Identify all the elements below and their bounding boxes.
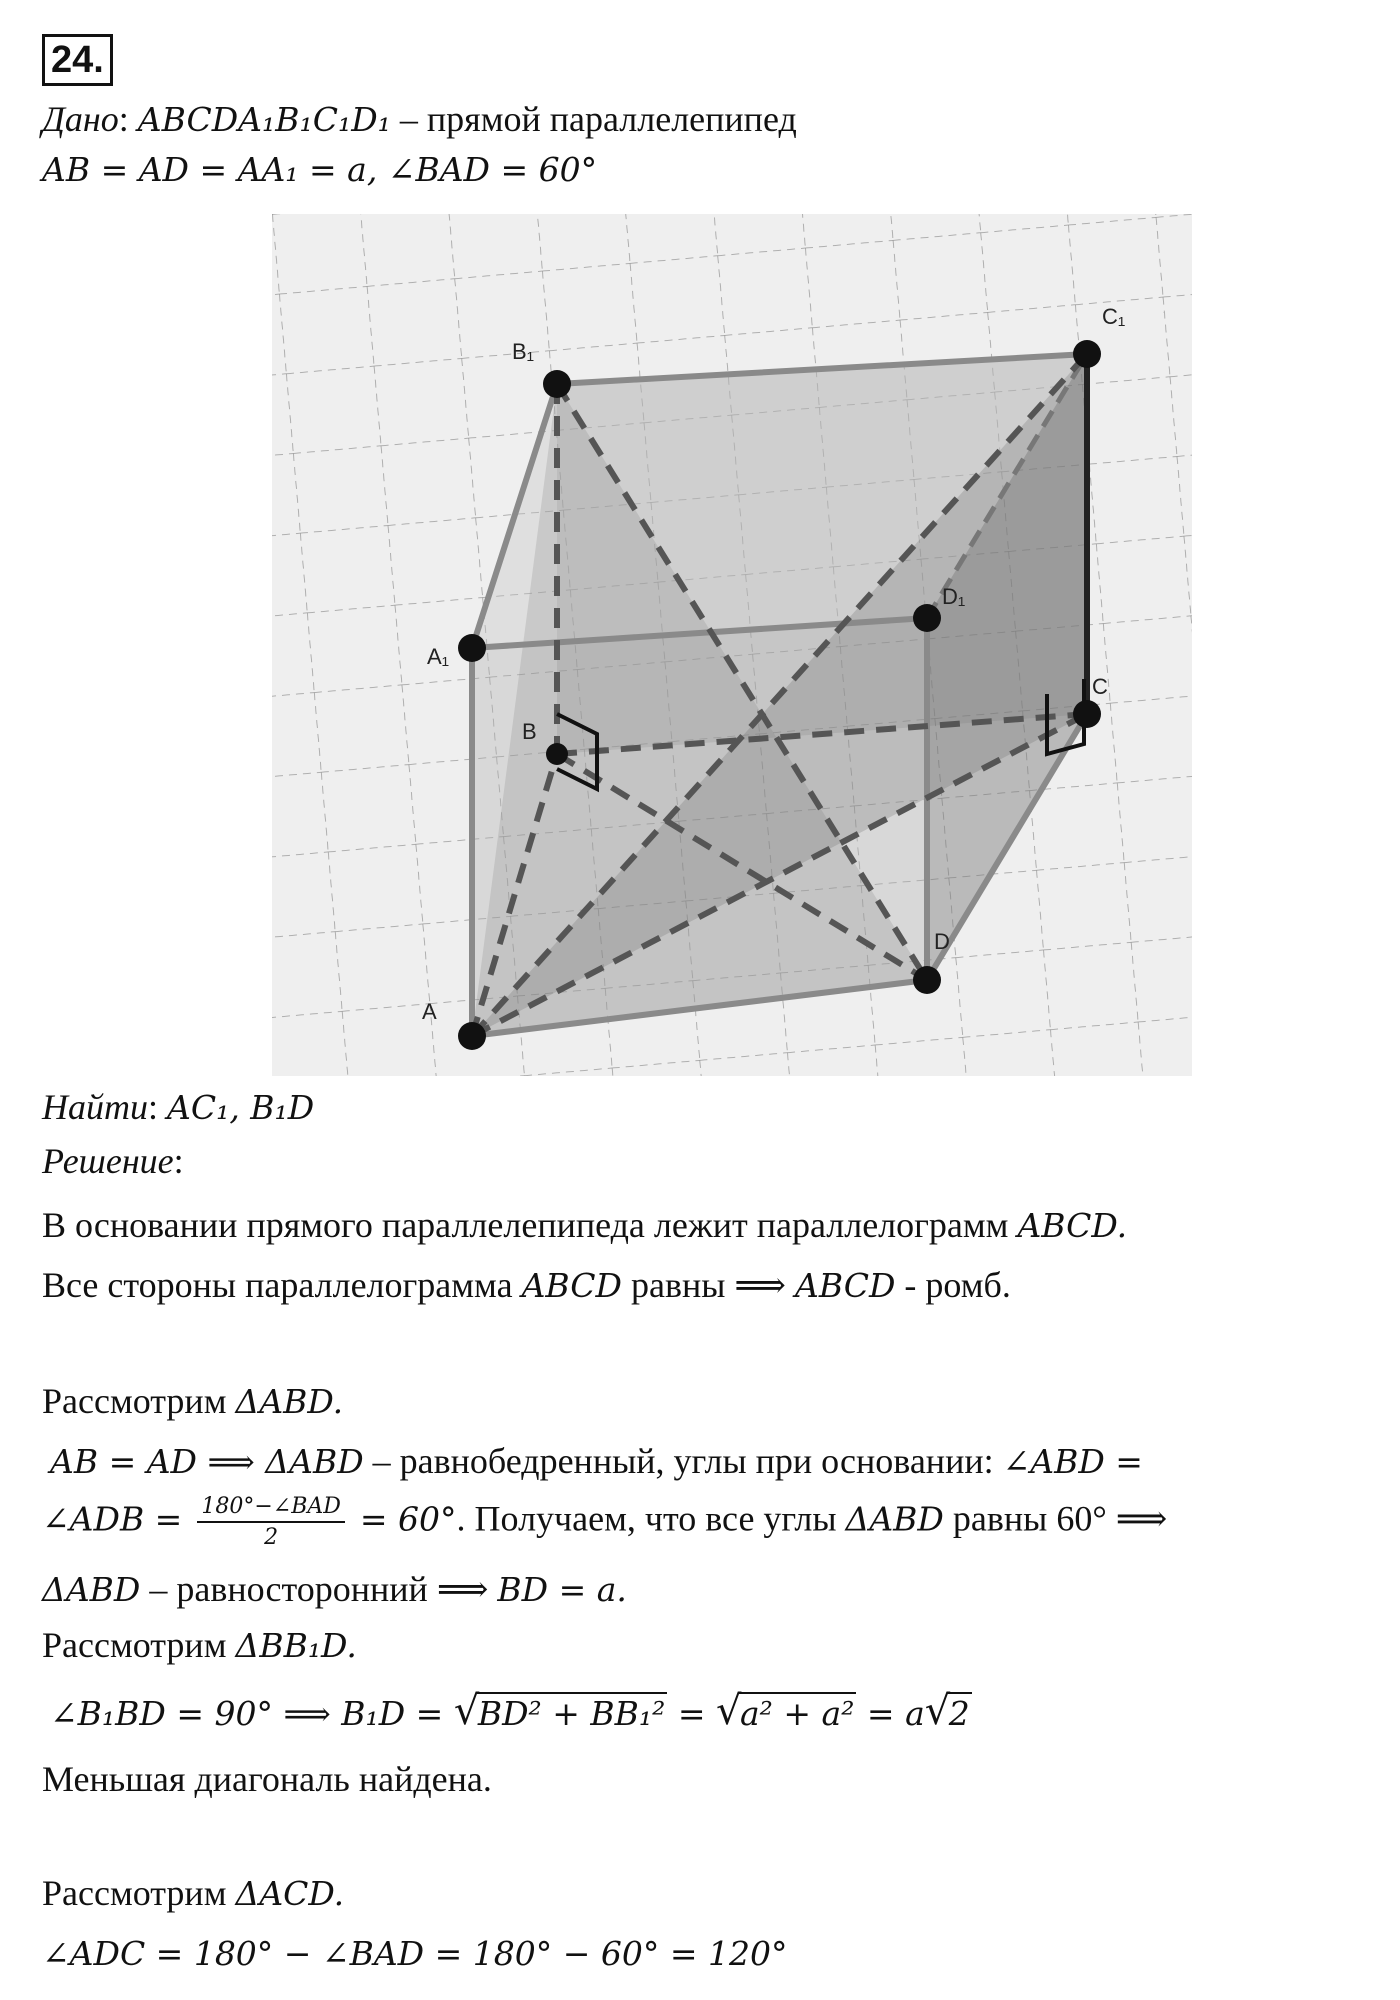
solution-line-4	[50, 1440, 1143, 1482]
solution-line-3	[42, 1380, 343, 1422]
solution-line-11	[42, 1932, 787, 1974]
line-2-text-2: равны ⟹	[621, 1265, 796, 1305]
sqrt-2-radicand: a² + a²	[740, 1694, 855, 1733]
line-2-math-2: ABCD	[795, 1266, 896, 1305]
line-6-math-2: BD = a.	[497, 1570, 627, 1609]
label-a: A	[422, 999, 437, 1024]
line-1-text: В основании прямого параллелепипеда лежит параллелограмм	[42, 1205, 1018, 1245]
line-3-math: ΔABD.	[235, 1382, 344, 1421]
line-5-math-3: ΔABD	[845, 1499, 944, 1539]
line-2-text: Все стороны параллелограмма	[42, 1265, 522, 1305]
vertex-a1	[458, 634, 486, 662]
sqrt-3: √ 2	[924, 1688, 970, 1734]
solution-line-2	[42, 1264, 1011, 1306]
line-11-math: ∠ADC = 180° − ∠BAD = 180° − 60° = 120°	[42, 1934, 788, 1973]
line-5-math-2: = 60°	[359, 1499, 457, 1539]
line-9-text: Меньшая диагональ найдена.	[42, 1759, 492, 1799]
vertex-d	[913, 966, 941, 994]
line-5-math-1: ∠ADB =	[42, 1499, 183, 1539]
label-d: D	[934, 929, 950, 954]
line-10-math: ΔACD.	[235, 1874, 345, 1913]
line-4-math-2: ∠ABD =	[1002, 1442, 1143, 1481]
label-c1: C₁	[1102, 304, 1126, 329]
given-label: Дано	[42, 99, 119, 139]
line-7-math: ΔBB₁D.	[235, 1626, 357, 1665]
line-10-text: Рассмотрим	[42, 1873, 236, 1913]
line-4-math-1: AB = AD ⟹ ΔABD	[50, 1442, 364, 1481]
fraction-denominator: 2	[264, 1525, 279, 1550]
find-line: Найти: AC₁, B₁D	[42, 1087, 315, 1127]
label-b: B	[522, 719, 537, 744]
line-5-text: . Получаем, что все углы	[456, 1498, 846, 1539]
line-4-text: – равнобедренный, углы при основании:	[363, 1441, 1003, 1481]
line-1-math: ABCD.	[1017, 1206, 1128, 1245]
sqrt-3-radicand: 2	[948, 1694, 970, 1733]
line-7-text: Рассмотрим	[42, 1625, 236, 1665]
line-8-eq-2: = a	[856, 1694, 925, 1733]
solution-line-1	[42, 1204, 1127, 1246]
given-conditions	[42, 148, 597, 190]
given-object: ABCDA₁B₁C₁D₁	[137, 100, 391, 139]
parallelepiped-figure	[272, 214, 1192, 1076]
label-c: C	[1092, 674, 1108, 699]
line-3-text: Рассмотрим	[42, 1381, 236, 1421]
given-conditions-math: AB = AD = AA₁ = a, ∠BAD = 60°	[42, 150, 598, 189]
solution-line-5	[42, 1494, 1167, 1550]
sqrt-1-radicand: BD² + BB₁²	[477, 1694, 666, 1733]
sqrt-1: √ BD² + BB₁²	[453, 1688, 666, 1734]
line-2-math-1: ABCD	[521, 1266, 622, 1305]
solution-line-10	[42, 1872, 344, 1914]
solution-line-7	[42, 1624, 357, 1666]
vertex-d1	[913, 604, 941, 632]
vertex-a	[458, 1022, 486, 1050]
vertex-b1	[543, 370, 571, 398]
given-line: Дано: ABCDA₁B₁C₁D₁ – прямой параллелепипед	[42, 99, 797, 139]
vertex-b	[546, 743, 568, 765]
fraction	[197, 1494, 345, 1550]
solution-label: Решение	[42, 1141, 174, 1181]
line-6-math-1: ΔABD	[42, 1570, 141, 1609]
find-value: AC₁, B₁D	[167, 1088, 315, 1127]
find-label: Найти	[42, 1087, 148, 1127]
label-d1: D₁	[942, 584, 966, 609]
line-8-eq: =	[667, 1694, 716, 1733]
given-object-desc: – прямой параллелепипед	[390, 99, 797, 139]
solution-heading: Решение:	[42, 1141, 184, 1181]
line-8-math-1: ∠B₁BD = 90° ⟹ B₁D =	[50, 1694, 454, 1733]
line-6-text: – равносторонний ⟹	[140, 1569, 498, 1609]
vertex-c	[1073, 700, 1101, 728]
problem-number: 24.	[42, 34, 113, 86]
vertex-c1	[1073, 340, 1101, 368]
label-a1: A₁	[427, 644, 450, 669]
solution-line-9	[42, 1758, 492, 1800]
solution-line-6	[42, 1568, 627, 1610]
sqrt-2: √ a² + a²	[716, 1688, 855, 1734]
fraction-numerator: 180°−∠BAD	[197, 1494, 345, 1523]
line-2-text-3: - ромб.	[895, 1265, 1011, 1305]
line-5-text-2: равны 60° ⟹	[943, 1498, 1168, 1539]
label-b1: B₁	[512, 339, 535, 364]
solution-line-8	[50, 1688, 972, 1734]
